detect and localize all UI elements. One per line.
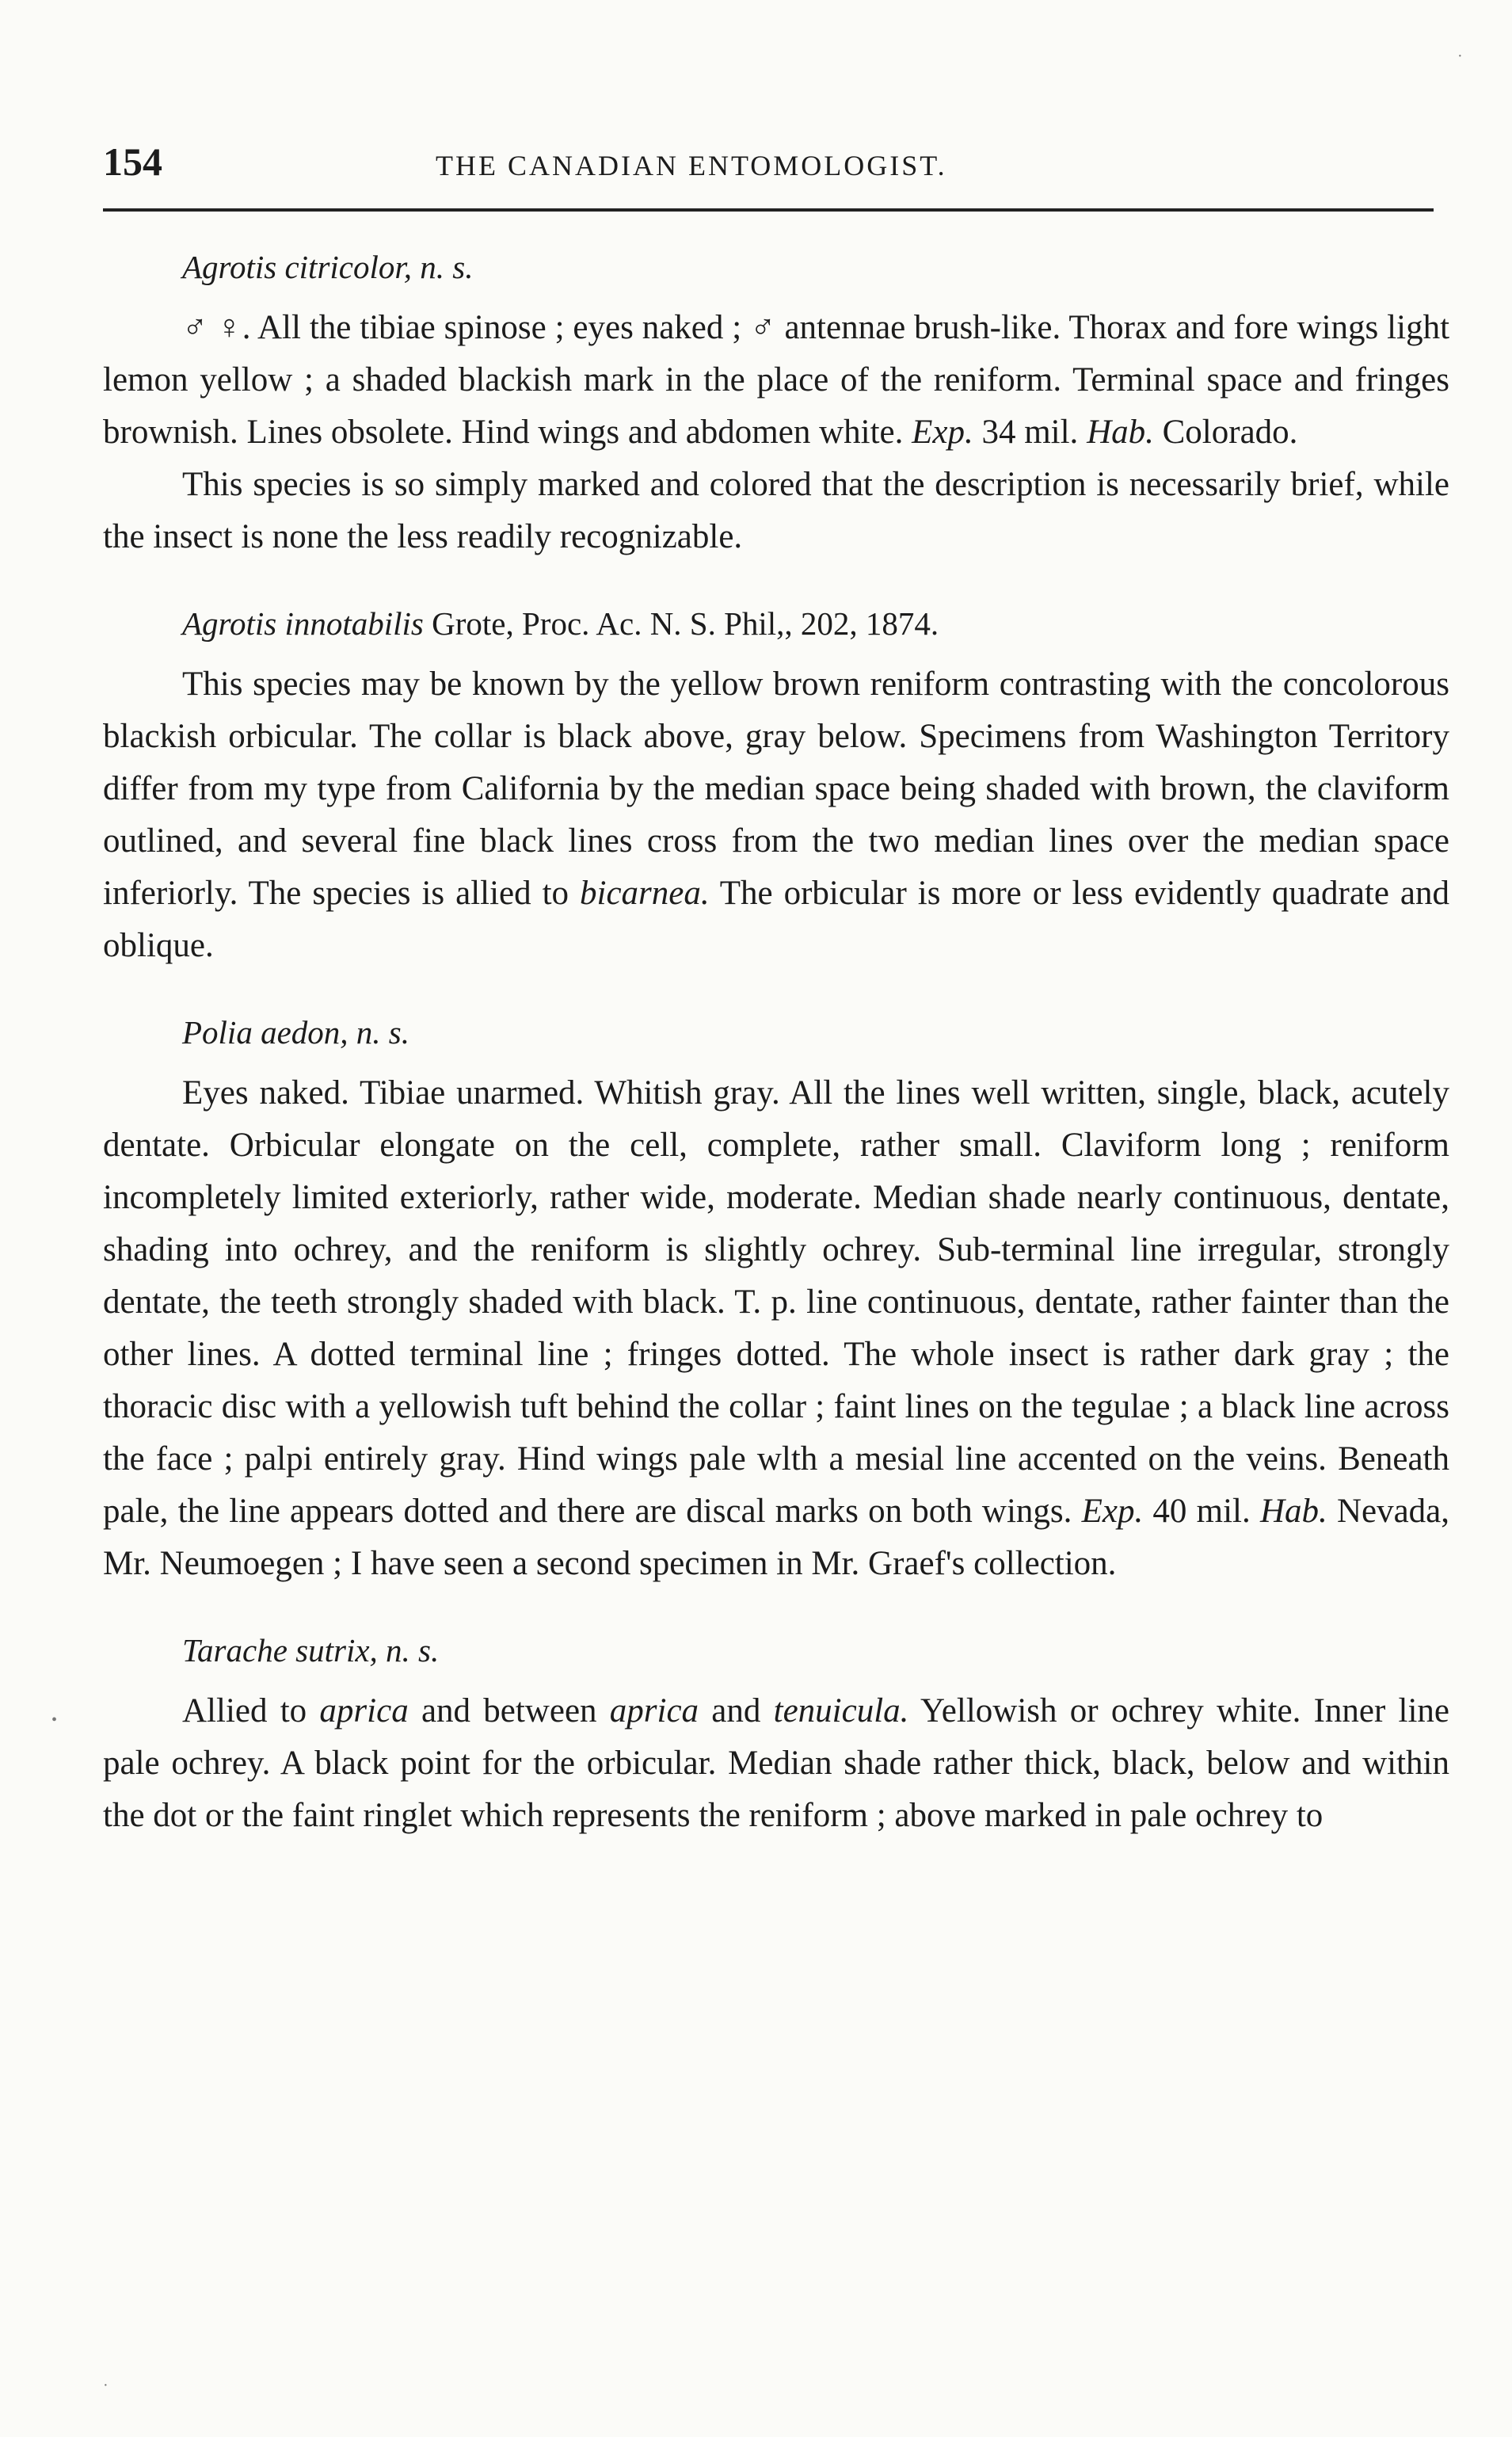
page-number: 154 [103,139,162,184]
scan-speck: · [1457,48,1463,65]
species-entry [103,1628,1449,1842]
species-title: Polia aedon, n. s. [182,1014,409,1051]
species-title: Agrotis innotabilis Grote, Proc. Ac. N. S. Phil,, 202, 1874. [182,605,939,642]
sex-symbols: ♂ ♀. [182,309,251,346]
species-reference: tenuicula. [773,1692,909,1730]
scan-speck: • [51,1711,58,1729]
scan-speck: · [103,2377,109,2394]
species-citation: Grote, Proc. Ac. N. S. Phil,, 202, 1874. [423,605,939,642]
species-entry [103,601,1449,972]
species-remark: This species is so simply marked and colored that the description is necessarily brief, while the insect is none the less readily recognizable. [103,466,1449,555]
species-reference: aprica [319,1692,409,1730]
page [103,139,1449,1842]
species-reference: bicarnea. [580,875,710,912]
species-entry [103,1010,1449,1590]
species-title: Tarache sutrix, n. s. [182,1632,440,1669]
species-description: ♂ ♀. All the tibiae spinose ; eyes naked ; ♂ antennae brush-like. Thorax and fore wings light lemon yellow ; a shaded blackish mark in the place of the reniform. Terminal space and fringes brownish. Lines obsolete. Hind wings and abdomen white. Exp. 34 mil. Hab. Colorado. [103,309,1450,451]
exp-label: Exp. [1081,1493,1144,1530]
hab-label: Hab. [1259,1493,1327,1530]
species-description: This species may be known by the yellow brown reniform contrasting with the concolorous blackish orbicular. The collar is black above, gray below. Specimens from Washington Territory differ from my type from California by the median space being shaded with brown, the claviform outlined, and several fine black lines cross from the two median lines over the median space inferiorly. The species is allied to bicarnea. The orbicular is more or less evidently quadrate and oblique. [103,666,1450,964]
hab-label: Hab. [1087,414,1154,451]
species-reference: aprica [609,1692,699,1730]
male-symbol: ♂ [750,309,776,346]
species-description: Allied to aprica and between aprica and tenuicula. Yellowish or ochrey white. Inner line pale ochrey. A black point for the orbicular. Median shade rather thick, black, below and within the dot or the faint ringlet which represents the reniform ; above marked in pale ochrey to [103,1692,1450,1834]
journal-title: THE CANADIAN ENTOMOLOGIST. [436,150,947,181]
exp-label: Exp. [912,414,973,451]
page-header [103,139,1449,194]
species-description: Eyes naked. Tibiae unarmed. Whitish gray. All the lines well written, single, black, acutely dentate. Orbicular elongate on the cell, complete, rather small. Claviform long ; reniform incompletely limited exteriorly, rather wide, moderate. Median shade nearly continuous, dentate, shading into ochrey, and the reniform is slightly ochrey. Sub-terminal line irregular, strongly dentate, the teeth strongly shaded with black. T. p. line continuous, dentate, rather fainter than the other lines. A dotted terminal line ; fringes dotted. The whole insect is rather dark gray ; the thoracic disc with a yellowish tuft behind the collar ; faint lines on the tegulae ; a black line across the face ; palpi entirely gray. Hind wings pale wlth a mesial line accented on the veins. Beneath pale, the line appears dotted and there are discal marks on both wings. Exp. 40 mil. Hab. Nevada, Mr. Neumoegen ; I have seen a second specimen in Mr. Graef's collection. [103,1074,1450,1582]
header-rule [103,208,1434,212]
species-entry [103,245,1449,563]
species-title: Agrotis citricolor, n. s. [182,249,474,285]
